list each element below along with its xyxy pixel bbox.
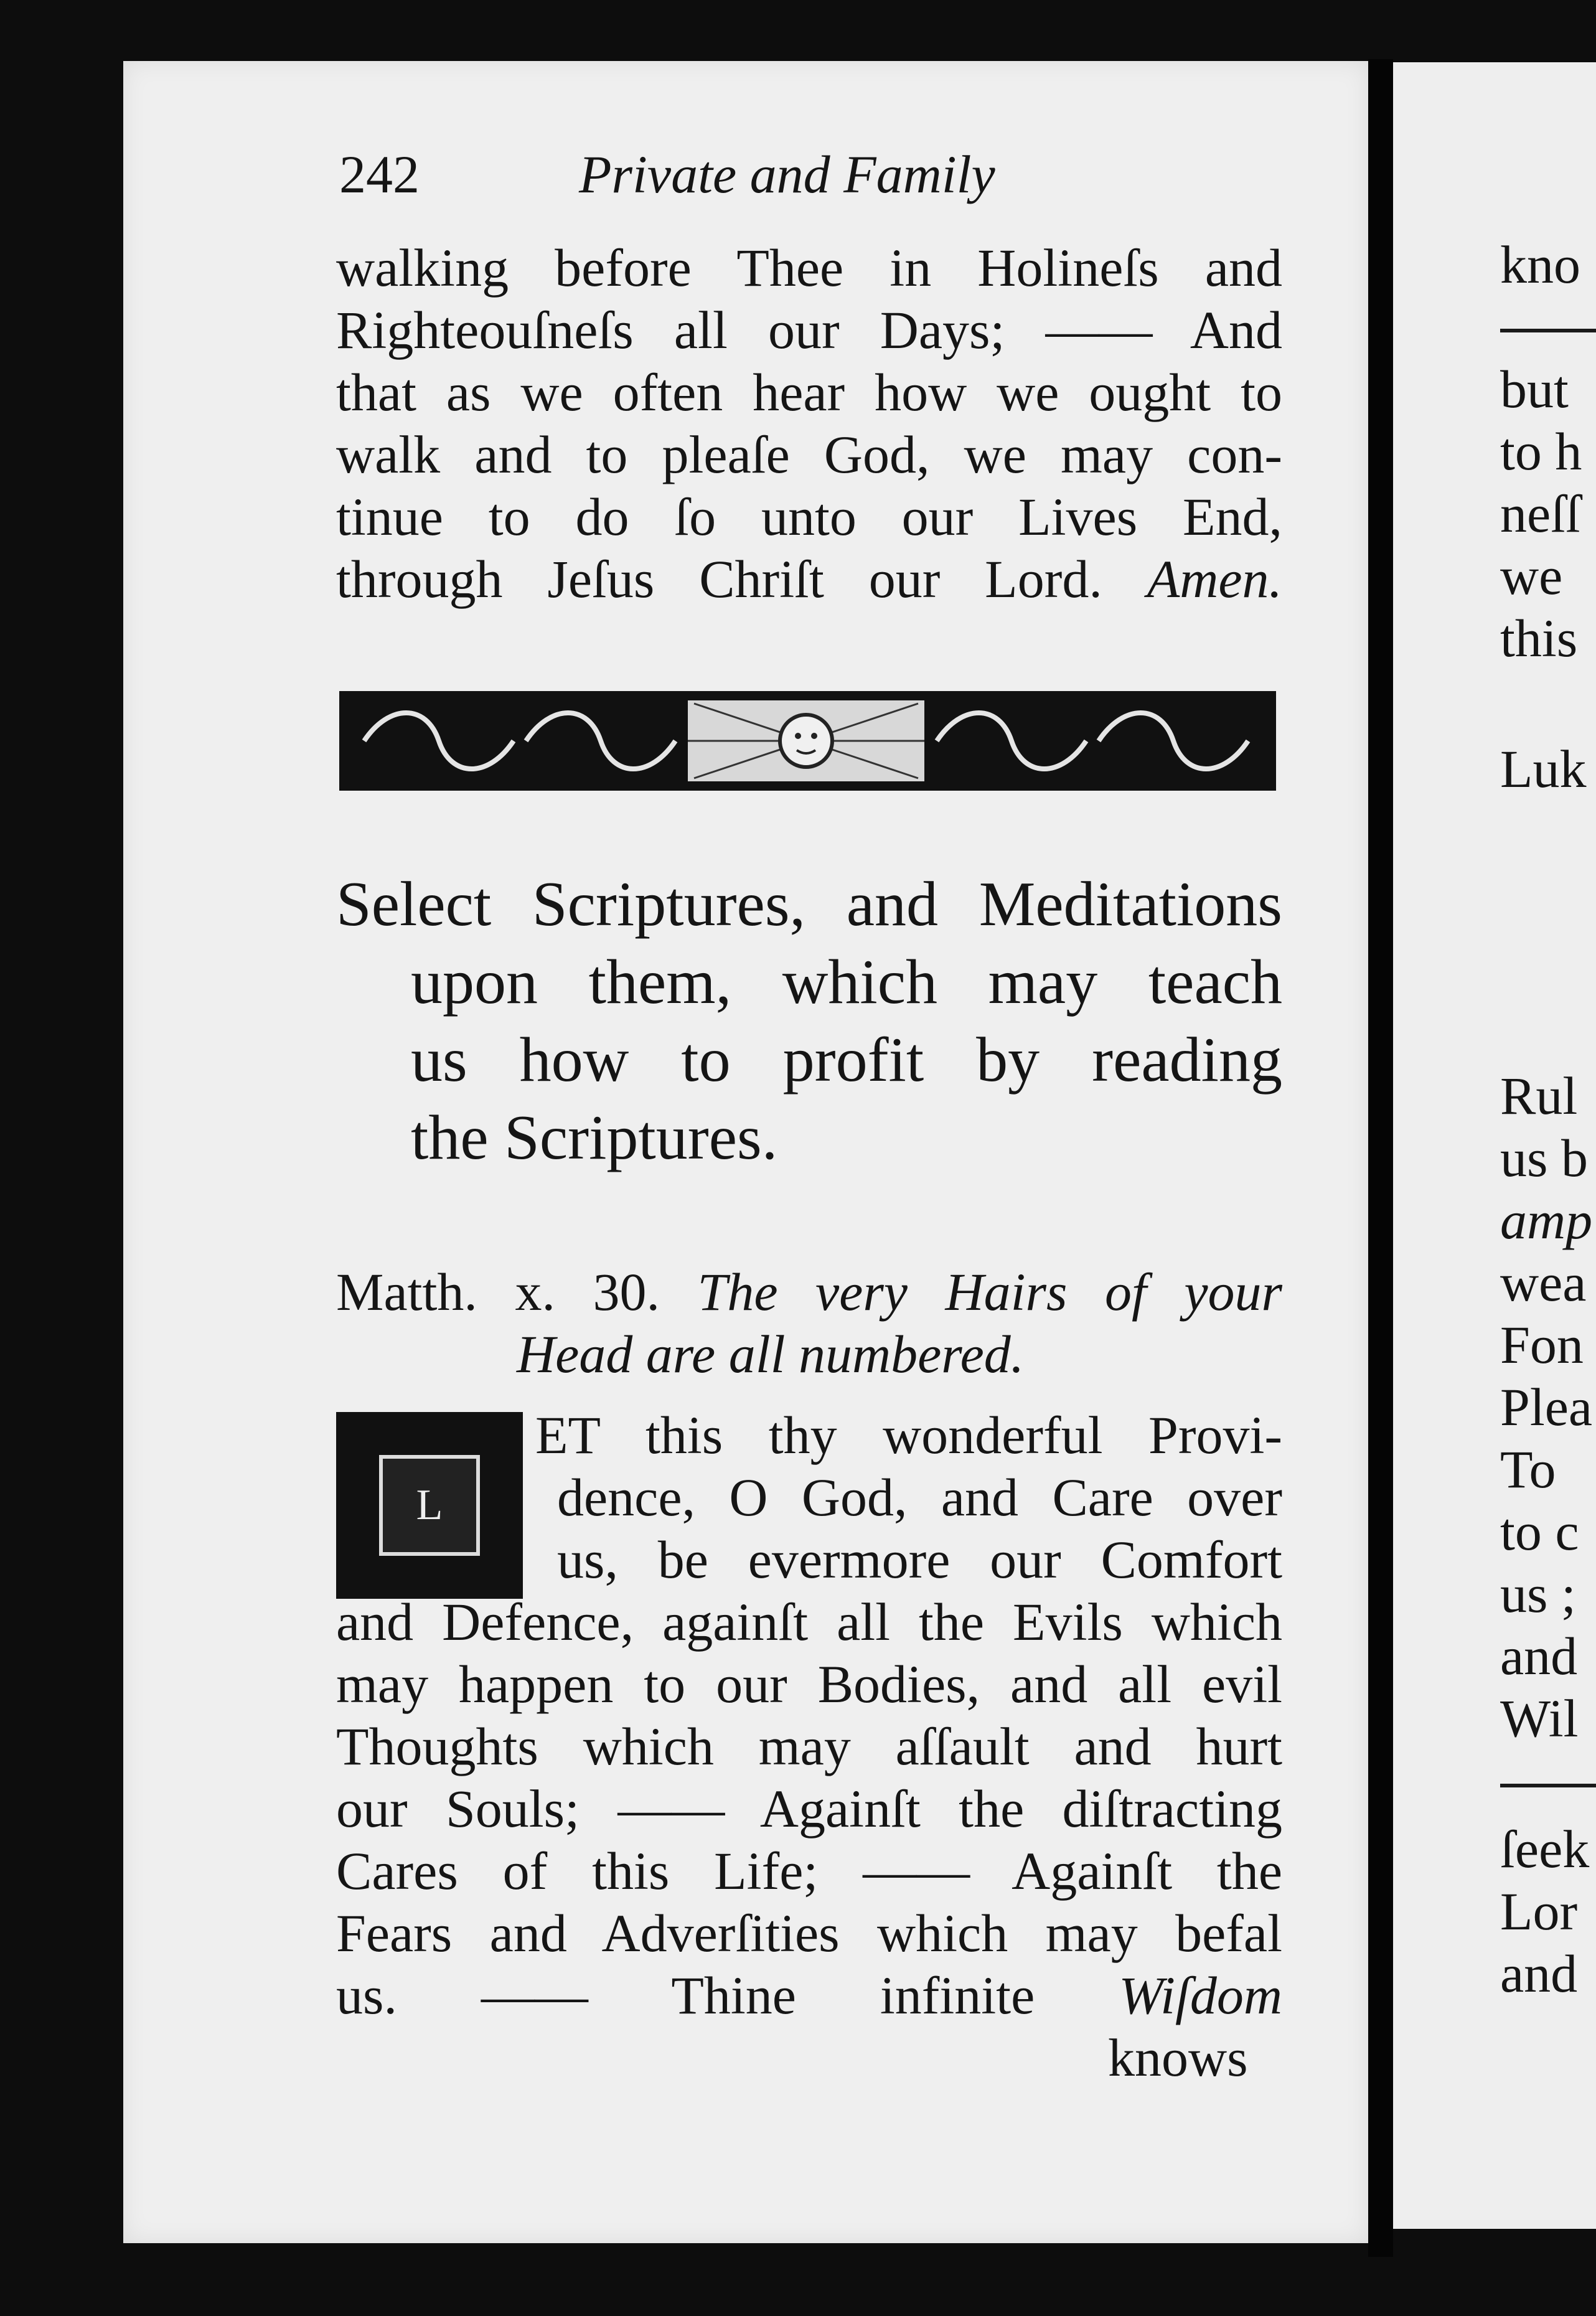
right-page-fragment: Wil bbox=[1500, 1688, 1579, 1748]
scripture-reference-line bbox=[336, 1261, 1282, 1323]
scripture-quote: The very Hairs of your bbox=[697, 1262, 1282, 1322]
right-page-fragment: Lor bbox=[1500, 1881, 1578, 1941]
right-page-fragment: and bbox=[1500, 1944, 1578, 2003]
section-heading-line: Select Scriptures, and Meditations bbox=[336, 869, 1282, 939]
prayer-last-text: through Jeſus Chriſt our Lord. bbox=[336, 549, 1102, 609]
right-page-rule bbox=[1500, 329, 1596, 332]
meditation-line: dence, O God, and Care over bbox=[557, 1467, 1282, 1527]
right-page-fragment: us b bbox=[1500, 1128, 1588, 1188]
page-header bbox=[339, 143, 1285, 212]
right-page-fragment: wea bbox=[1500, 1253, 1587, 1312]
right-page-fragment: but bbox=[1500, 359, 1569, 419]
right-page-fragment: this bbox=[1500, 608, 1578, 668]
amen-text: Amen. bbox=[1147, 549, 1283, 609]
initial-frame bbox=[379, 1455, 480, 1556]
prayer-line: walking before Thee in Holineſs and bbox=[336, 238, 1282, 298]
meditation-line: us, be evermore our Comfort bbox=[557, 1530, 1282, 1589]
meditation-line: ET this thy wonderful Provi- bbox=[535, 1405, 1282, 1465]
right-page-fragment: Luk bbox=[1500, 739, 1587, 799]
meditation-line: Thoughts which may aſſault and hurt bbox=[336, 1716, 1282, 1776]
scripture-quote-line2: Head are all numbered. bbox=[517, 1324, 1025, 1384]
right-page-fragment: Plea bbox=[1500, 1377, 1593, 1437]
book-gutter bbox=[1368, 59, 1393, 2257]
section-heading-line: the Scriptures. bbox=[411, 1103, 778, 1173]
right-page-fragment: us ; bbox=[1500, 1564, 1576, 1624]
right-page-fragment: To bbox=[1500, 1439, 1556, 1499]
prayer-line: walk and to pleaſe God, we may con- bbox=[336, 425, 1282, 484]
right-page-fragment: Fon bbox=[1500, 1315, 1584, 1375]
right-page-fragment: we bbox=[1500, 546, 1563, 606]
section-heading-line: us how to profit by reading bbox=[411, 1025, 1282, 1095]
page-number: 242 bbox=[339, 144, 420, 204]
right-page-fragment: amp bbox=[1500, 1190, 1593, 1250]
right-page-fragment: neſſ bbox=[1500, 484, 1580, 544]
prayer-line: tinue to do ſo unto our Lives End, bbox=[336, 487, 1282, 547]
right-page-fragment: ſeek bbox=[1500, 1819, 1590, 1879]
prayer-line: Righteouſneſs all our Days; —— And bbox=[336, 300, 1282, 360]
meditation-line: Fears and Adverſities which may befal bbox=[336, 1903, 1282, 1963]
wisdom-text: Wiſdom bbox=[1119, 1965, 1282, 2025]
scripture-reference: Matth. x. 30. bbox=[336, 1262, 660, 1322]
section-heading-line: upon them, which may teach bbox=[411, 947, 1282, 1017]
catchword: knows bbox=[1108, 2028, 1248, 2088]
prayer-line: that as we often hear how we ought to bbox=[336, 362, 1282, 422]
meditation-line: Cares of this Life; —— Againſt the bbox=[336, 1841, 1282, 1901]
prayer-last-line bbox=[336, 548, 1282, 610]
meditation-line: may happen to our Bodies, and all evil bbox=[336, 1654, 1282, 1714]
right-page-fragment: to h bbox=[1500, 421, 1582, 481]
meditation-line: our Souls; —— Againſt the diſtracting bbox=[336, 1779, 1282, 1838]
ornamental-headpiece bbox=[339, 691, 1276, 791]
right-page-fragment: to c bbox=[1500, 1502, 1579, 1561]
running-title: Private and Family bbox=[579, 144, 995, 204]
meditation-line: and Defence, againſt all the Evils which bbox=[336, 1592, 1282, 1652]
right-page-fragment: Rul bbox=[1500, 1066, 1578, 1126]
meditation-last-text: us. —— Thine infinite bbox=[336, 1965, 1035, 2025]
ornament-graphic bbox=[339, 691, 1276, 791]
right-page-fragment: kno bbox=[1500, 235, 1580, 294]
decorated-initial bbox=[336, 1412, 523, 1599]
right-page-fragment: and bbox=[1500, 1626, 1578, 1686]
meditation-last-line bbox=[336, 1964, 1282, 2026]
right-page-rule bbox=[1500, 1784, 1596, 1787]
initial-letter: L bbox=[416, 1481, 443, 1529]
